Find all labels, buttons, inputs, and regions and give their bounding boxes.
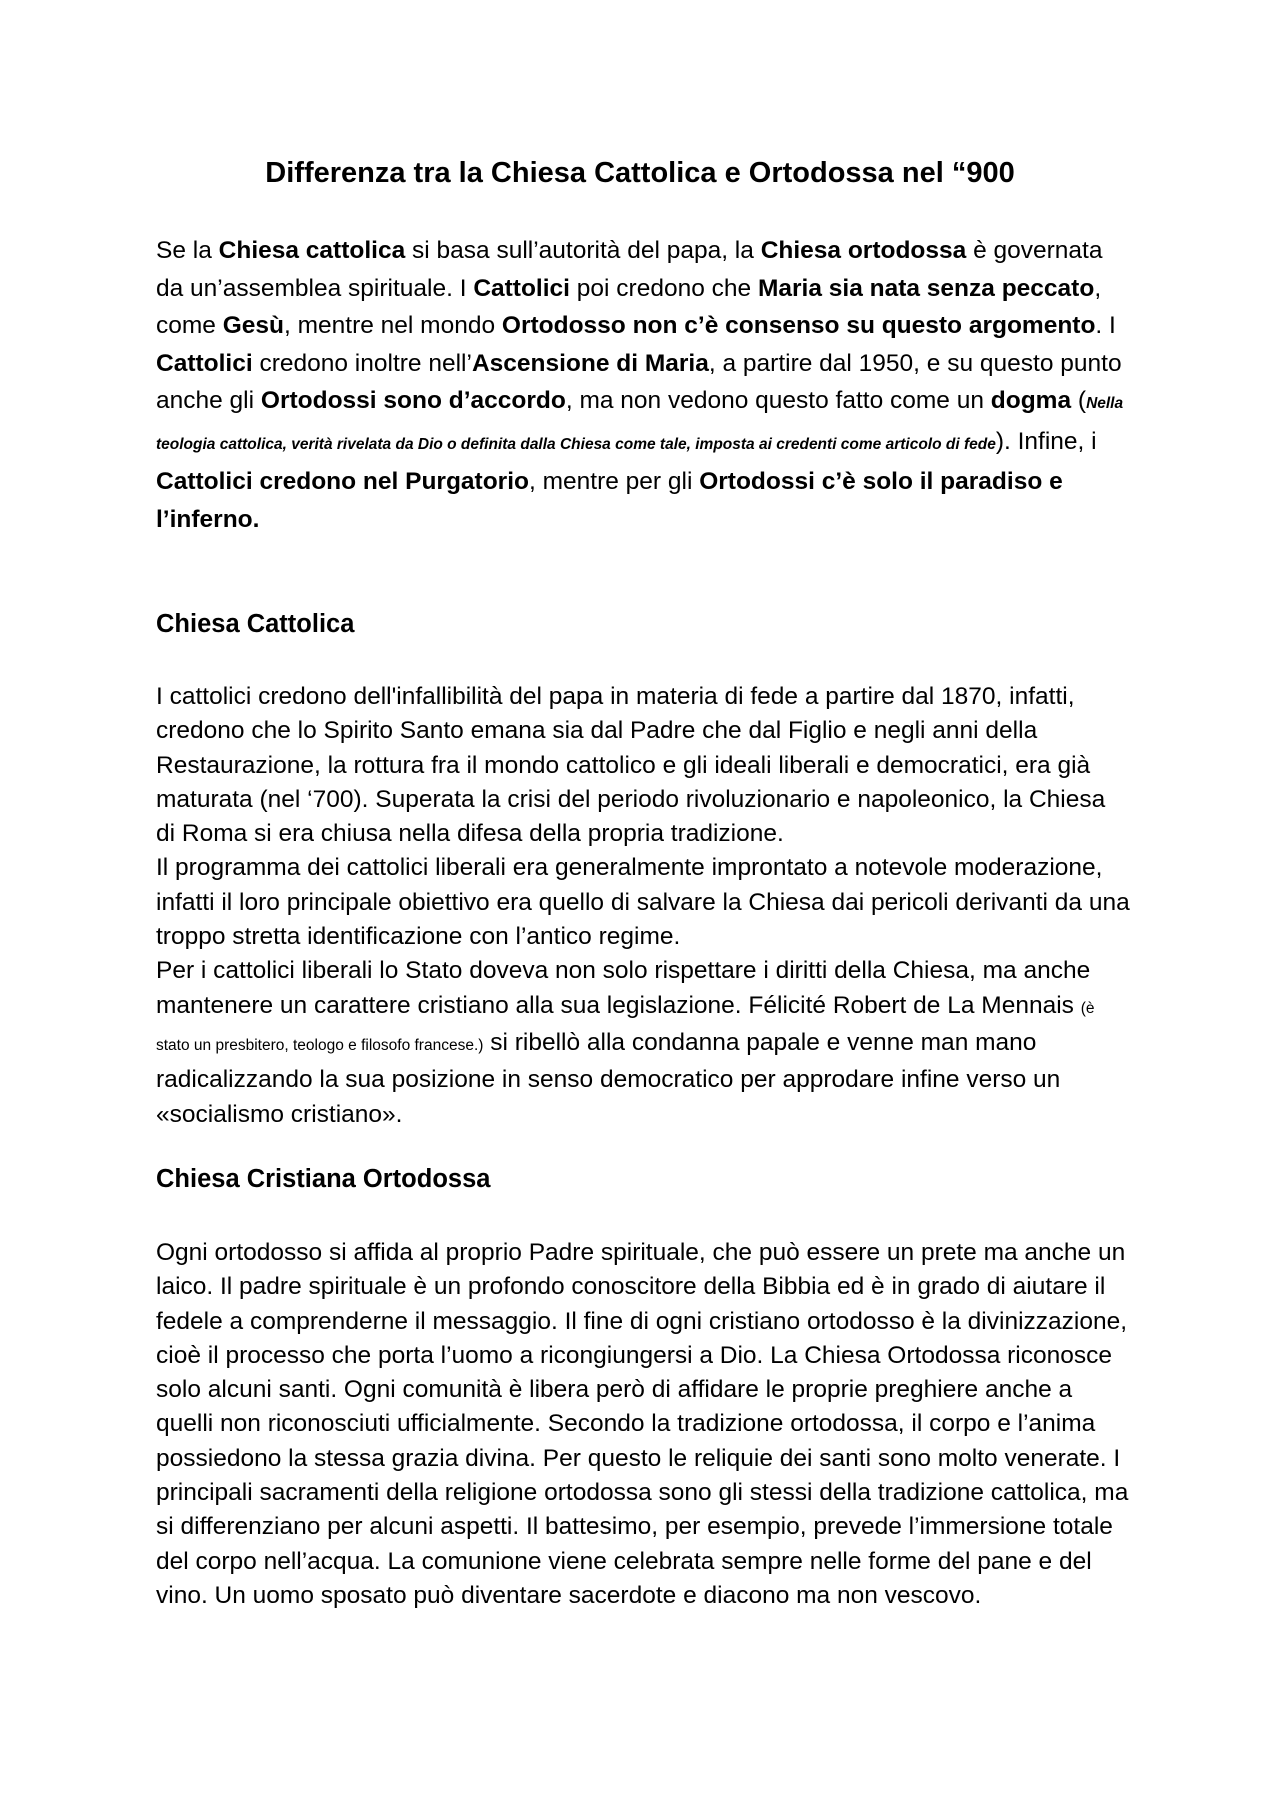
- paragraph: Ogni ortodosso si affida al proprio Padre spirituale, che può essere un prete ma anche un laico. Il padre spirituale è un profondo conoscitore della Bibbia ed è in grado di aiutare il fedele a comprenderne il messaggio. Il fine di ogni cristiano ortodosso è la divinizzazione, cioè il processo che porta l’uomo a ricongiungersi a Dio. La Chiesa Ortodossa riconosce solo alcuni santi. Ogni comunità è libera però di affidare le proprie preghiere anche a quelli non riconosciuti ufficialmente. Secondo la tradizione ortodossa, il corpo e l’anima possiedono la stessa grazia divina. Per questo le reliquie dei santi sono molto venerate. I principali sacramenti della religione ortodossa sono gli stessi della tradizione cattolica, ma si differenziano per alcuni aspetti. Il battesimo, per esempio, prevede l’immersione totale del corpo nell’acqua. La comunione viene celebrata sempre nelle forme del pane e del vino. Un uomo sposato può diventare sacerdote e diacono ma non vescovo.: [156, 1239, 1129, 1609]
- paragraph-text: si ribellò alla condanna papale e venne man mano radicalizzando la sua posizione in senso democratico per approdare infine verso un «socialismo cristiano».: [156, 1028, 1061, 1128]
- intro-text: Se la: [156, 237, 219, 264]
- intro-bold: Chiesa cattolica: [218, 237, 406, 264]
- paragraph-text: Per i cattolici liberali lo Stato doveva non solo rispettare i diritti della Chiesa, ma anche mantenere un carattere cristiano alla sua legislazione. Félicité Robert de La Mennais: [156, 957, 1091, 1019]
- intro-bold: Maria sia nata senza peccato: [757, 274, 1095, 302]
- intro-text: , mentre nel mondo: [284, 312, 502, 339]
- intro-bold: Ortodosso non c’è consenso su questo argomento: [501, 312, 1096, 339]
- intro-text: si basa sull’autorità del papa, la: [405, 237, 761, 264]
- intro-text: , ma non vedono questo fatto come un: [565, 387, 991, 414]
- intro-text: , a partire dal 1950, e su questo punto anche gli: [156, 349, 1122, 414]
- paragraph: Il programma dei cattolici liberali era generalmente improntato a notevole moderazione, infatti il loro principale obiettivo era quello di salvare la Chiesa dai pericoli derivanti da una troppo stretta identificazione con l’antico regime.: [156, 854, 1130, 951]
- intro-bold: Cattolici: [156, 349, 253, 377]
- intro-text: credono inoltre nell’: [252, 349, 472, 377]
- intro-bold: dogma: [990, 387, 1072, 414]
- intro-bold: Cattolici credono nel Purgatorio: [156, 468, 529, 495]
- dogma-footnote: Nella teologia cattolica, verità rivelata da Dio o definita dalla Chiesa come tale, imposta ai credenti come articolo di fede: [156, 395, 1124, 453]
- intro-text: . I: [1095, 312, 1116, 339]
- section-body-cattolica: [156, 680, 1131, 1132]
- intro-bold: Chiesa ortodossa: [760, 237, 967, 264]
- intro-bold: Cattolici: [473, 274, 570, 302]
- intro-text: ). Infine, i: [995, 427, 1097, 455]
- section-heading-cattolica: Chiesa Cattolica: [156, 610, 355, 638]
- lamennais-note: (è stato un presbitero, teologo e filosofo francese.): [156, 999, 1095, 1054]
- intro-text: , mentre per gli: [528, 468, 700, 495]
- intro-text: (: [1071, 387, 1087, 414]
- intro-text: è governata da un’assemblea spirituale. I: [156, 237, 1103, 302]
- intro-bold: Gesù: [222, 312, 284, 339]
- intro-paragraph: [156, 232, 1131, 538]
- document-title: Differenza tra la Chiesa Cattolica e Ortodossa nel “900: [265, 157, 1015, 189]
- intro-text: , come: [156, 274, 1102, 339]
- paragraph: I cattolici credono dell'infallibilità del papa in materia di fede a partire dal 1870, infatti, credono che lo Spirito Santo emana sia dal Padre che dal Figlio e negli anni della Restaurazione, la rottura fra il mondo cattolico e gli ideali liberali e democratici, era già maturata (nel ‘700). Superata la crisi del periodo rivoluzionario e napoleonico, la Chiesa di Roma si era chiusa nella difesa della propria tradizione.: [156, 683, 1106, 848]
- intro-bold: Ascensione di Maria: [471, 349, 709, 377]
- intro-bold: Ortodossi sono d’accordo: [260, 387, 566, 414]
- intro-text: poi credono che: [569, 274, 758, 302]
- section-heading-ortodossa: Chiesa Cristiana Ortodossa: [156, 1165, 491, 1193]
- paragraph: [156, 954, 1131, 1131]
- section-body-ortodossa: [156, 1236, 1131, 1613]
- intro-bold: Ortodossi c’è solo il paradiso e l’inferno.: [156, 468, 1063, 533]
